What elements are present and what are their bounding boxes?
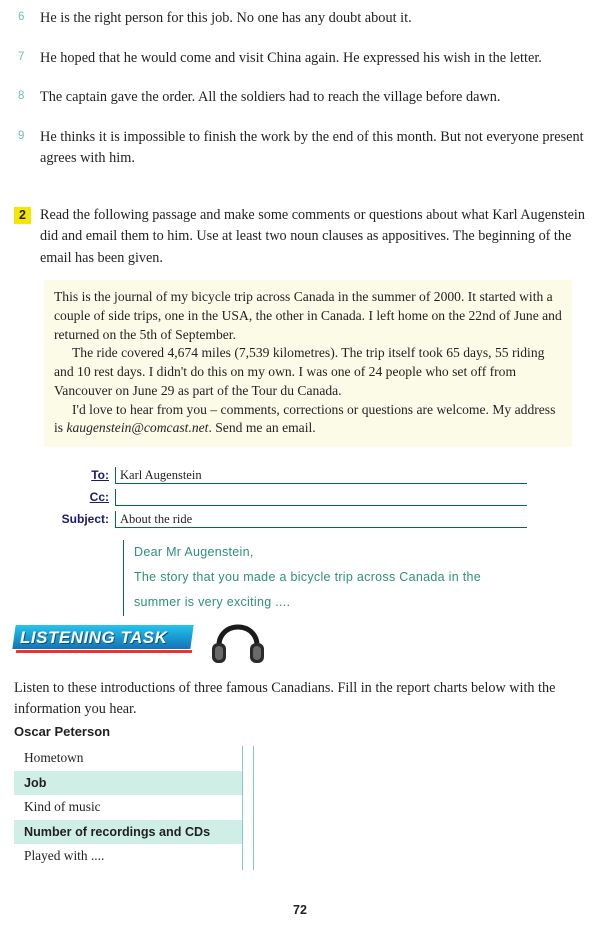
email-cc-input[interactable]	[115, 489, 527, 506]
journal-paragraph-1: This is the journal of my bicycle trip across Canada in the summer of 2000. It started with a couple of side trips, one in the USA, the other in Canada. I left home on the 22nd of June and returned on the 5th of September.	[54, 289, 562, 342]
list-item	[18, 87, 588, 108]
person-heading: Oscar Peterson	[14, 724, 111, 739]
report-chart	[14, 746, 446, 870]
listening-instruction: Listen to these introductions of three famous Canadians. Fill in the report charts below with the information you hear.	[14, 680, 556, 718]
table-cell[interactable]	[254, 795, 446, 820]
sentence-list	[18, 8, 588, 188]
table-row: Kind of music	[24, 799, 101, 814]
table-row: Hometown	[24, 750, 84, 765]
item-number: 6	[18, 11, 25, 23]
item-text: He thinks it is impossible to finish the work by the end of this month. But not everyone present agrees with him.	[40, 129, 584, 166]
journal-paragraph-2: The ride covered 4,674 miles (7,539 kilometres). The trip itself took 65 days, 55 riding and 10 rest days. I didn't do this on my own. I was one of 24 people who set off from Vancouver on June 29 as part of the Tour du Canada.	[54, 345, 545, 398]
table-row: Number of recordings and CDs	[14, 820, 242, 845]
email-to-input[interactable]: Karl Augenstein	[115, 467, 527, 484]
listening-task-banner	[14, 625, 284, 665]
exercise-number-badge: 2	[14, 207, 31, 224]
item-number: 8	[18, 90, 25, 103]
table-row: Played with ....	[24, 848, 105, 863]
email-body[interactable]	[123, 540, 527, 616]
chart-labels-column	[14, 746, 243, 870]
chart-answers-column[interactable]	[253, 746, 446, 870]
banner-underline	[16, 650, 192, 653]
email-cc-label: Cc:	[89, 490, 109, 504]
item-text: He hoped that he would come and visit China again. He expressed his wish in the letter.	[40, 49, 542, 66]
email-subject-row	[57, 506, 527, 528]
journal-text-after-email: . Send me an email.	[208, 420, 316, 436]
table-row: Job	[14, 771, 242, 796]
email-subject-input[interactable]: About the ride	[115, 511, 527, 528]
list-item	[18, 8, 588, 29]
list-item	[18, 48, 588, 69]
email-to-label: To:	[91, 468, 109, 482]
email-subject-label: Subject:	[61, 512, 109, 526]
table-cell[interactable]	[254, 844, 446, 869]
list-item	[18, 127, 588, 168]
journal-text-before-email: I'd love to hear from you – comments, corrections or questions are welcome. My address is	[54, 401, 556, 436]
journal-email-address: kaugenstein@comcast.net	[66, 420, 209, 436]
table-cell[interactable]	[254, 746, 446, 771]
headphones-icon	[210, 621, 266, 665]
email-body-line-1: Dear Mr Augenstein,	[134, 545, 254, 559]
exercise-instruction: Read the following passage and make some comments or questions about what Karl Augenstein did and email them to him. Use at least two noun clauses as appositives. The beginning of the email has been given.	[40, 207, 585, 266]
item-number: 9	[18, 130, 25, 143]
email-body-line-2: The story that you made a bicycle trip across Canada in the	[134, 570, 482, 584]
journal-passage	[44, 280, 572, 447]
exercise-2	[14, 205, 590, 269]
email-body-line-3: summer is very exciting ....	[134, 595, 291, 609]
email-cc-row	[57, 484, 527, 506]
item-text: He is the right person for this job. No one has any doubt about it.	[40, 10, 412, 26]
journal-paragraph-3	[54, 401, 562, 439]
page-number: 72	[293, 903, 307, 917]
email-form	[57, 462, 527, 616]
item-text: The captain gave the order. All the soldiers had to reach the village before dawn.	[40, 89, 501, 106]
table-cell[interactable]	[254, 820, 446, 845]
item-number: 7	[18, 50, 25, 63]
banner-label: LISTENING TASK	[20, 628, 168, 647]
email-to-row	[57, 462, 527, 484]
table-cell[interactable]	[254, 771, 446, 796]
